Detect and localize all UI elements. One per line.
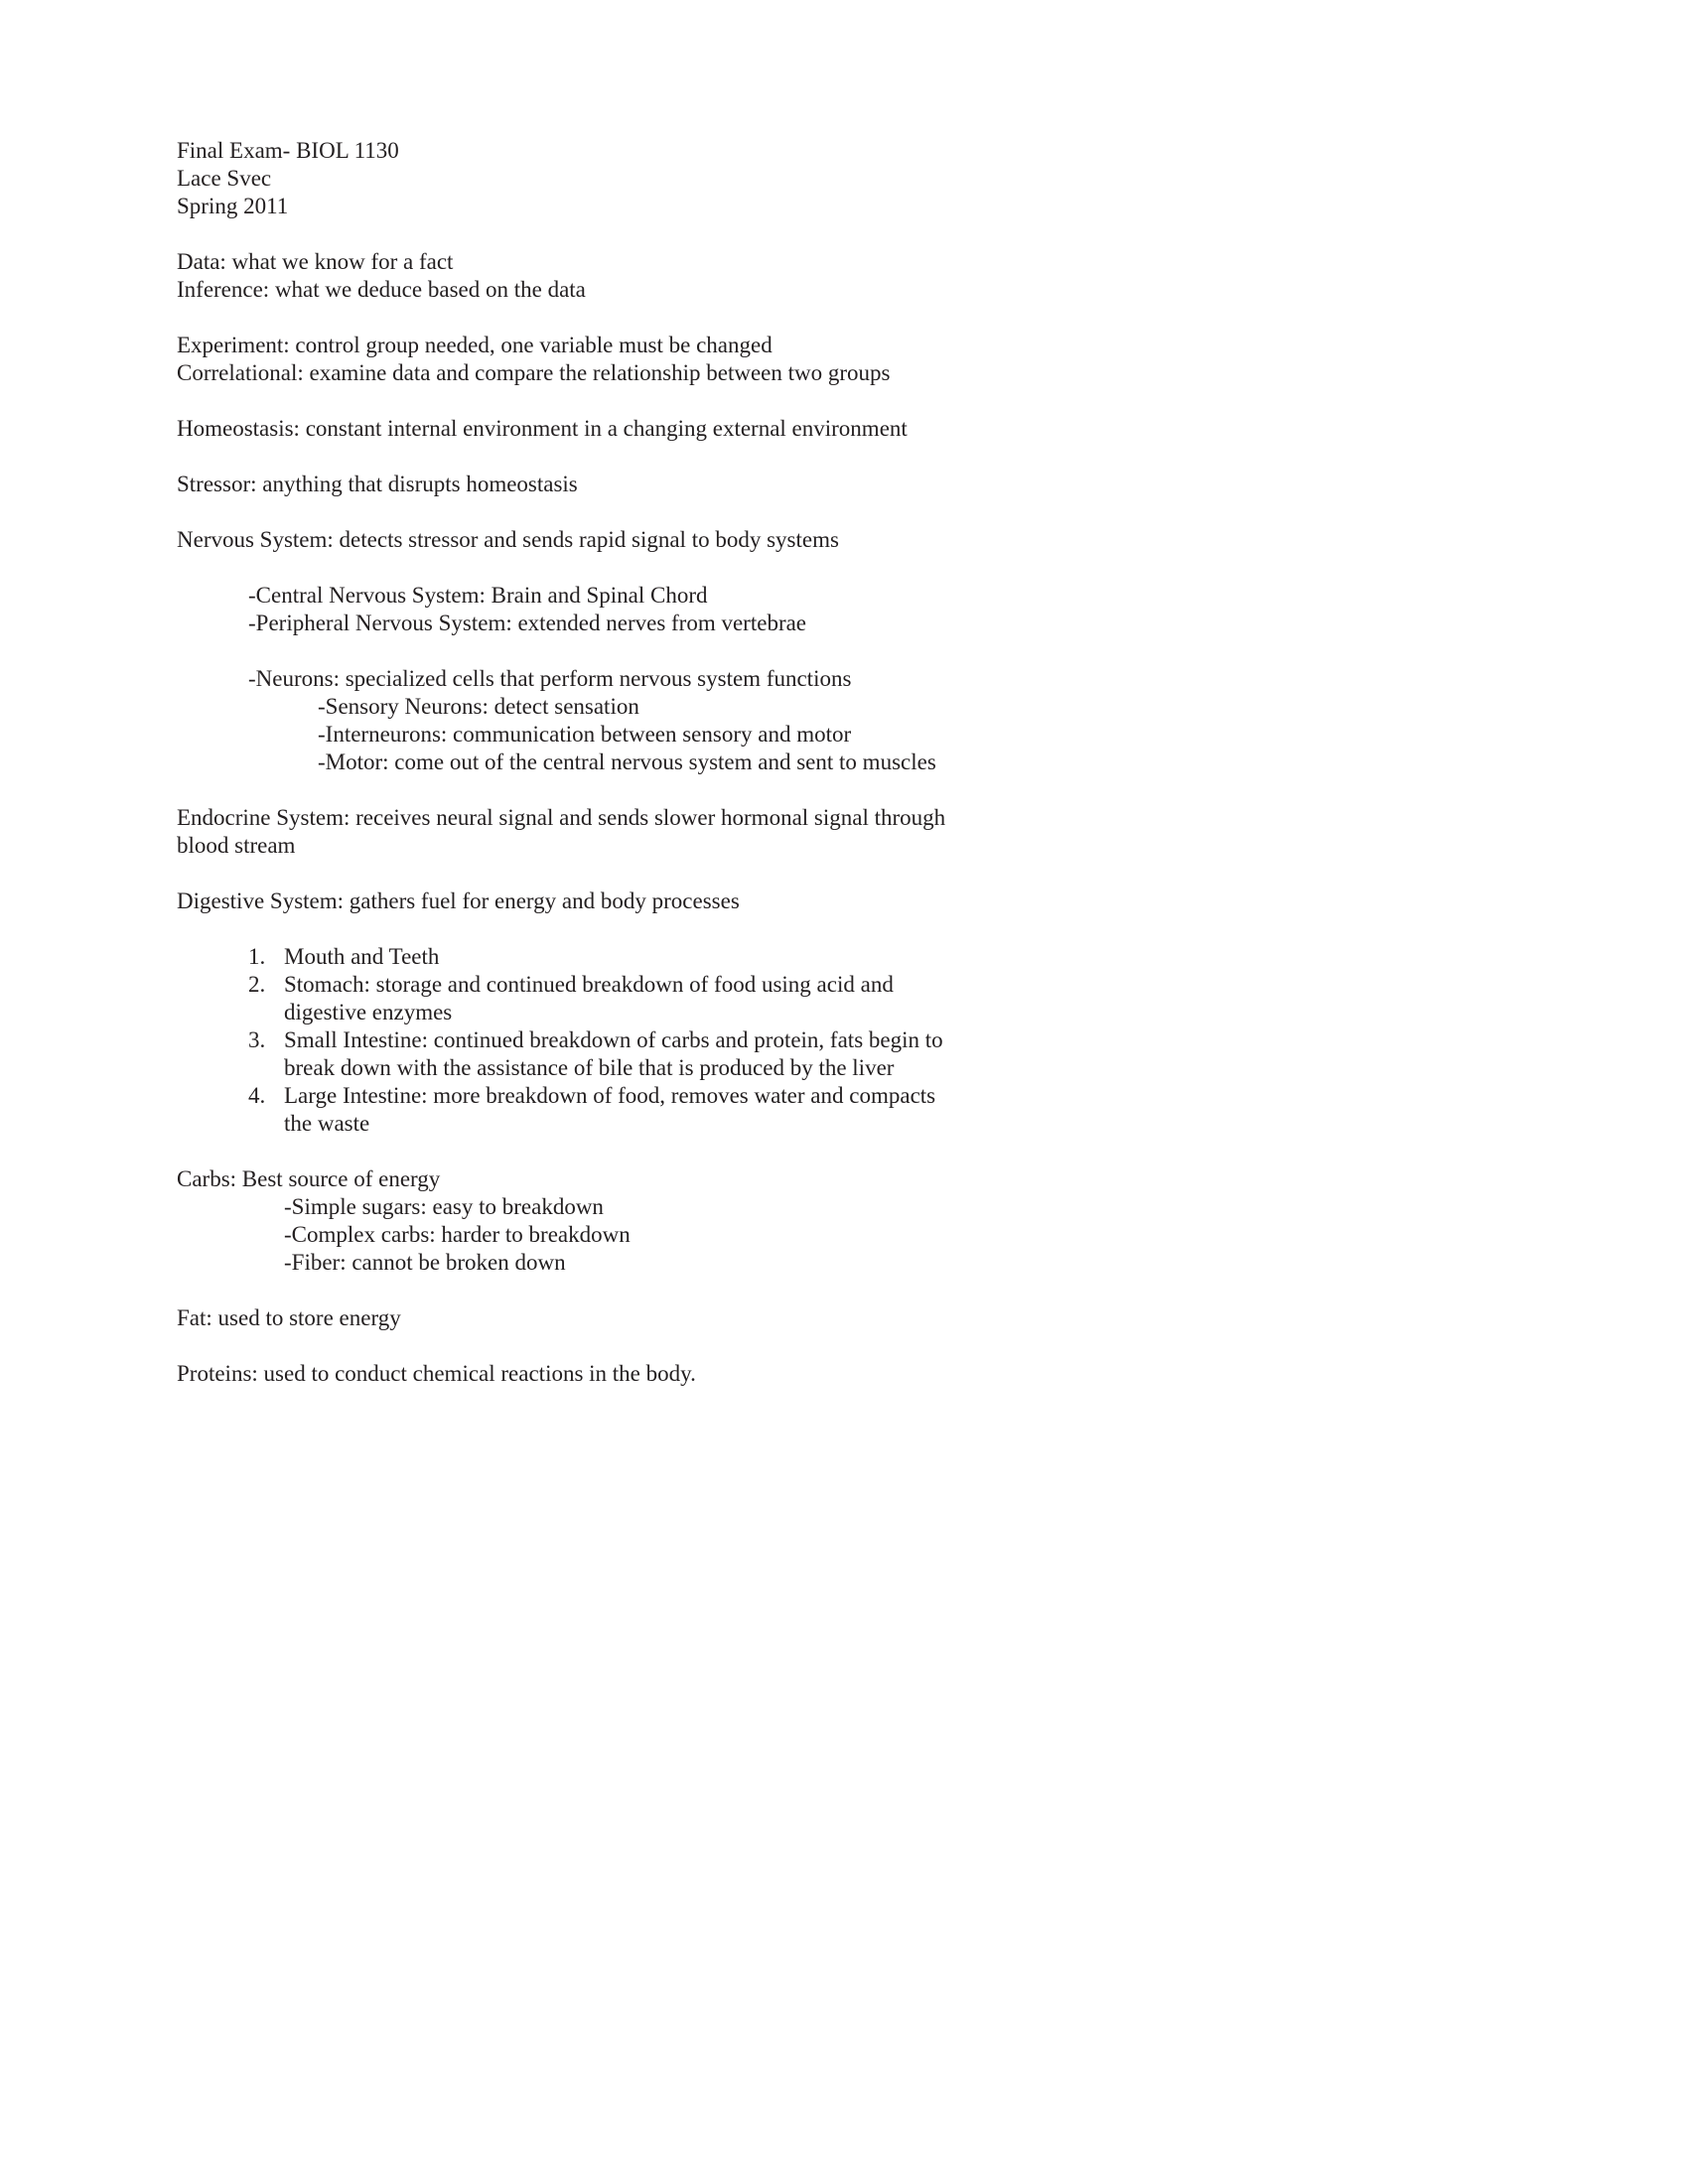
document-page <box>177 137 1527 1388</box>
blank-line <box>177 554 1527 582</box>
document-body <box>177 137 1527 1388</box>
text-line: Data: what we know for a fact <box>177 249 454 274</box>
blank-line <box>177 1332 1527 1360</box>
text-line: Proteins: used to conduct chemical reactions in the body. <box>177 1361 696 1386</box>
list-text: Small Intestine: continued breakdown of carbs and protein, fats begin to <box>284 1027 943 1052</box>
list-item-line <box>177 1082 1527 1110</box>
text-line: Digestive System: gathers fuel for energy and body processes <box>177 888 740 913</box>
blank-line <box>177 776 1527 804</box>
text-line: -Neurons: specialized cells that perform nervous system functions <box>248 666 852 691</box>
list-number: 2. <box>248 972 266 997</box>
blank-line <box>177 860 1527 887</box>
list-text: Stomach: storage and continued breakdown of food using acid and <box>284 972 894 997</box>
list-text: Large Intestine: more breakdown of food, removes water and compacts <box>284 1083 936 1108</box>
text-line: -Peripheral Nervous System: extended nerves from vertebrae <box>248 611 807 635</box>
text-line: Final Exam- BIOL 1130 <box>177 138 399 163</box>
blank-line <box>177 220 1527 248</box>
text-line: Fat: used to store energy <box>177 1305 401 1330</box>
list-text: Mouth and Teeth <box>284 944 440 969</box>
list-number: 4. <box>248 1083 266 1108</box>
text-line: Nervous System: detects stressor and sends rapid signal to body systems <box>177 527 839 552</box>
text-line: Homeostasis: constant internal environment in a changing external environment <box>177 416 908 441</box>
text-line: Carbs: Best source of energy <box>177 1166 441 1191</box>
blank-line <box>177 443 1527 471</box>
text-line: -Fiber: cannot be broken down <box>284 1250 566 1275</box>
text-line: -Central Nervous System: Brain and Spinal Chord <box>248 583 708 608</box>
list-item-line <box>177 943 1527 971</box>
text-line: Endocrine System: receives neural signal and sends slower hormonal signal through <box>177 805 946 830</box>
text-line: the waste <box>284 1111 370 1136</box>
blank-line <box>177 387 1527 415</box>
list-item-line <box>177 971 1527 999</box>
text-line: -Motor: come out of the central nervous system and sent to muscles <box>318 750 936 774</box>
text-line: digestive enzymes <box>284 1000 453 1024</box>
text-line: Correlational: examine data and compare the relationship between two groups <box>177 360 891 385</box>
text-line: blood stream <box>177 833 296 858</box>
list-number: 3. <box>248 1027 266 1052</box>
text-line: Inference: what we deduce based on the data <box>177 277 586 302</box>
blank-line <box>177 637 1527 665</box>
text-line: -Sensory Neurons: detect sensation <box>318 694 639 719</box>
blank-line <box>177 1138 1527 1165</box>
text-line: Spring 2011 <box>177 194 289 218</box>
text-line: -Simple sugars: easy to breakdown <box>284 1194 604 1219</box>
list-number: 1. <box>248 944 266 969</box>
blank-line <box>177 1277 1527 1304</box>
blank-line <box>177 498 1527 526</box>
text-line: -Complex carbs: harder to breakdown <box>284 1222 631 1247</box>
text-line: Experiment: control group needed, one variable must be changed <box>177 333 773 357</box>
list-item-line <box>177 1026 1527 1054</box>
blank-line <box>177 304 1527 332</box>
text-line: -Interneurons: communication between sensory and motor <box>318 722 852 747</box>
text-line: Lace Svec <box>177 166 272 191</box>
text-line: Stressor: anything that disrupts homeostasis <box>177 472 578 496</box>
text-line: break down with the assistance of bile that is produced by the liver <box>284 1055 895 1080</box>
blank-line <box>177 915 1527 943</box>
